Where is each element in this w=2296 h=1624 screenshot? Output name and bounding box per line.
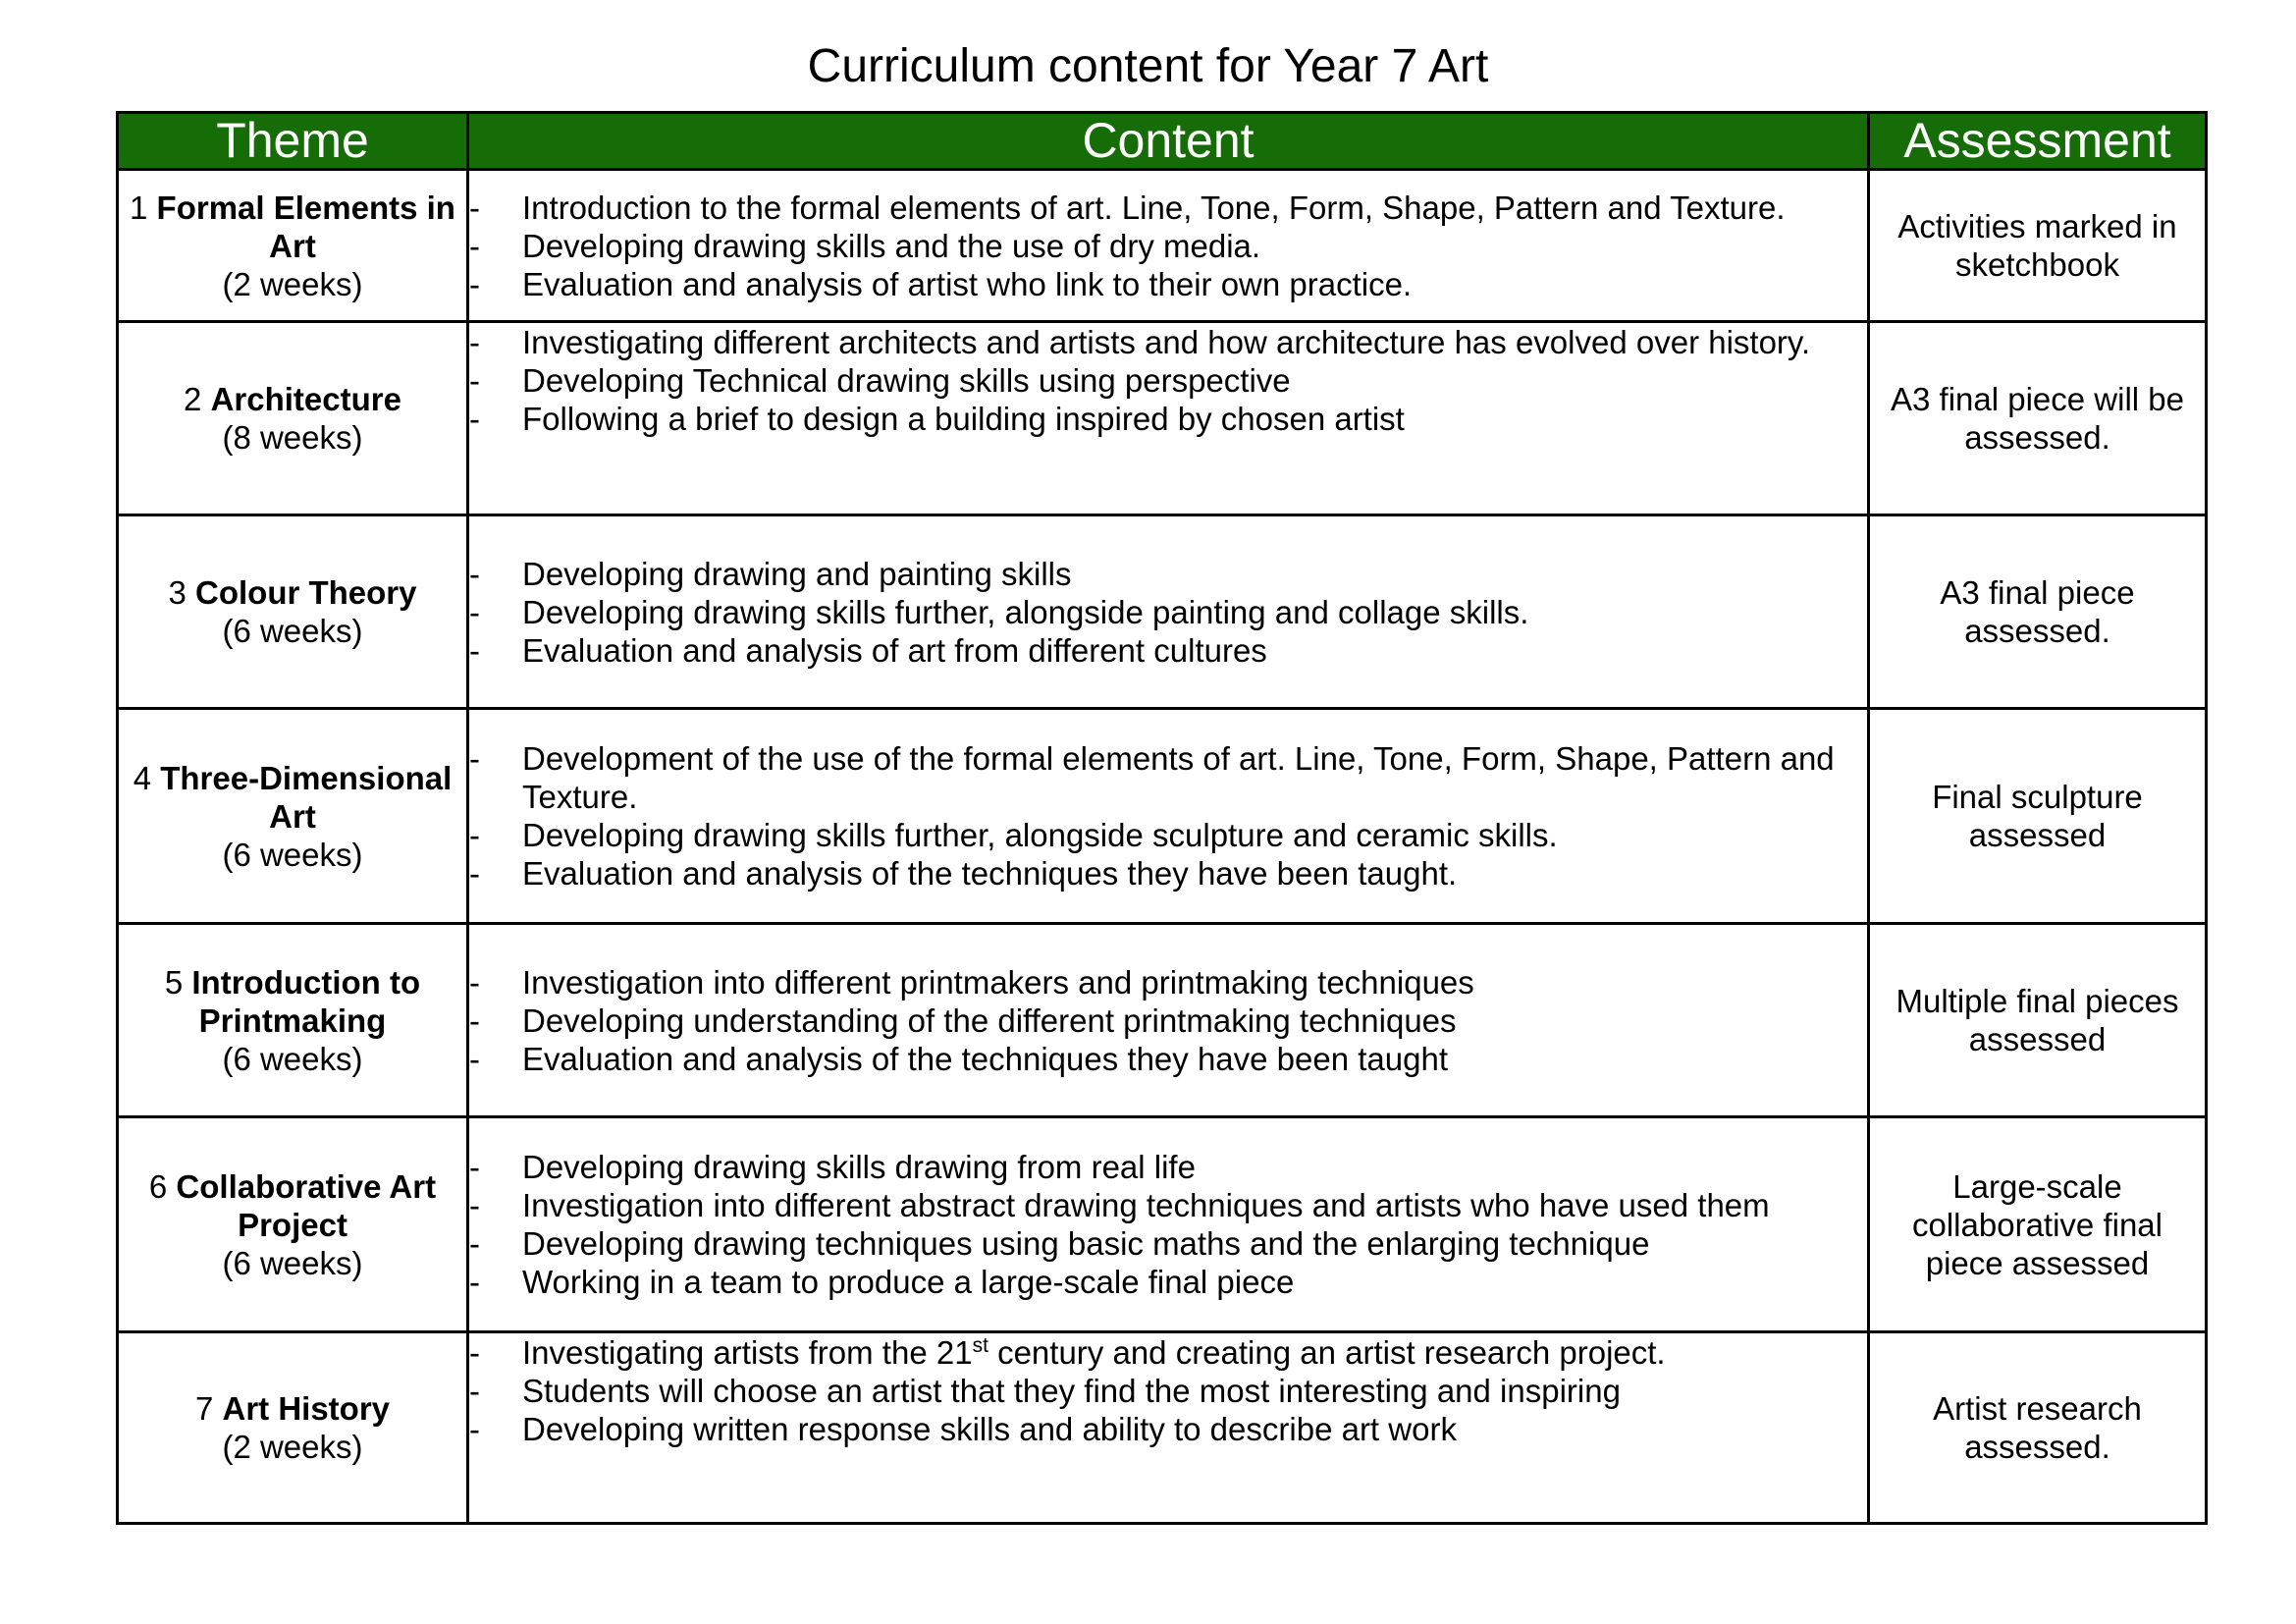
- list-item: - Development of the use of the formal elements of art. Line, Tone, Form, Shape, Pattern and Texture.: [469, 740, 1835, 815]
- theme-duration: (6 weeks): [222, 1244, 363, 1281]
- list-item-text: Developing Technical drawing skills using perspective: [522, 362, 1291, 399]
- theme-name: Colour Theory: [195, 574, 417, 611]
- theme-number: 1: [130, 189, 157, 226]
- theme-number: 3: [168, 574, 195, 611]
- table-row: [118, 924, 2207, 1117]
- table-row: [118, 1332, 2207, 1524]
- list-item-text: Evaluation and analysis of art from different cultures: [522, 631, 1267, 669]
- list-item-text: Developing drawing skills drawing from real life: [522, 1149, 1196, 1185]
- list-item: - Evaluation and analysis of the techniques they have been taught.: [469, 855, 1458, 892]
- list-item: - Investigating artists from the 21st century and creating an artist research project.: [469, 1334, 1666, 1371]
- list-item-text: Evaluation and analysis of the techniques they have been taught.: [522, 855, 1458, 892]
- content-cell: [468, 170, 1869, 322]
- assessment-cell: Multiple final pieces assessed: [1869, 924, 2207, 1117]
- list-item: - Investigation into different abstract drawing techniques and artists who have used them: [469, 1187, 1770, 1223]
- theme-duration: (8 weeks): [222, 419, 363, 456]
- table-row: [118, 709, 2207, 924]
- theme-duration: (6 weeks): [222, 1040, 363, 1077]
- theme-cell: [118, 515, 468, 709]
- content-list: [469, 1333, 1867, 1448]
- theme-name: Formal Elements in Art: [156, 189, 455, 264]
- list-item-text: Developing drawing skills and the use of dry media.: [522, 227, 1261, 264]
- curriculum-table: [116, 111, 2208, 1525]
- theme-duration: (6 weeks): [222, 613, 363, 649]
- list-item: - Developing drawing techniques using basic maths and the enlarging technique: [469, 1225, 1650, 1262]
- list-item: - Developing drawing skills drawing from real life: [469, 1149, 1196, 1185]
- content-cell: [468, 322, 1869, 515]
- list-item-text: Developing drawing skills further, alongside painting and collage skills.: [522, 593, 1529, 630]
- content-cell: [468, 515, 1869, 709]
- content-cell: [468, 709, 1869, 924]
- theme-number: 4: [133, 759, 161, 796]
- theme-number: 5: [164, 963, 192, 1001]
- assessment-cell: A3 final piece will be assessed.: [1869, 322, 2207, 515]
- list-item: - Evaluation and analysis of the techniques they have been taught: [469, 1040, 1449, 1077]
- list-item: - Following a brief to design a building inspired by chosen artist: [469, 401, 1405, 437]
- list-item-text: Investigation into different abstract drawing techniques and artists who have used them: [522, 1187, 1770, 1223]
- list-item: - Evaluation and analysis of artist who link to their own practice.: [469, 265, 1413, 302]
- list-item-text: Working in a team to produce a large-scale final piece: [522, 1264, 1295, 1300]
- theme-name: Three-Dimensional Art: [160, 759, 453, 835]
- list-item-text: Investigation into different printmakers and printmaking techniques: [522, 963, 1474, 1001]
- list-item: - Developing Technical drawing skills using perspective: [469, 362, 1291, 399]
- theme-cell: [118, 924, 468, 1117]
- list-item-text: Evaluation and analysis of artist who link to their own practice.: [522, 265, 1413, 302]
- list-item: - Students will choose an artist that they find the most interesting and inspiring: [469, 1373, 1621, 1409]
- assessment-cell: Artist research assessed.: [1869, 1332, 2207, 1524]
- assessment-cell: Activities marked in sketchbook: [1869, 170, 2207, 322]
- list-item: - Developing drawing skills further, alongside sculpture and ceramic skills.: [469, 817, 1558, 853]
- content-cell: [468, 924, 1869, 1117]
- table-row: [118, 515, 2207, 709]
- list-item: - Developing understanding of the different printmaking techniques: [469, 1001, 1457, 1039]
- theme-duration: (6 weeks): [222, 836, 363, 873]
- list-item-text: Investigating different architects and artists and how architecture has evolved over history.: [522, 324, 1811, 360]
- assessment-cell: Final sculpture assessed: [1869, 709, 2207, 924]
- theme-cell: [118, 322, 468, 515]
- header-theme: Theme: [118, 113, 468, 170]
- assessment-cell: Large-scale collaborative final piece assessed: [1869, 1117, 2207, 1332]
- theme-name: Architecture: [210, 381, 401, 417]
- content-list: [469, 739, 1867, 893]
- theme-name: Collaborative Art Project: [176, 1167, 437, 1243]
- page-title: Curriculum content for Year 7 Art: [807, 40, 1489, 92]
- content-cell: [468, 1332, 1869, 1524]
- header-assessment: Assessment: [1869, 113, 2207, 170]
- list-item: - Investigating different architects and artists and how architecture has evolved over history.: [469, 324, 1811, 360]
- list-item-text: Developing understanding of the different printmaking techniques: [522, 1001, 1457, 1039]
- theme-cell: [118, 709, 468, 924]
- theme-number: 2: [184, 381, 211, 417]
- list-item-text: Developing drawing techniques using basic maths and the enlarging technique: [522, 1225, 1650, 1262]
- list-item: - Working in a team to produce a large-scale final piece: [469, 1264, 1295, 1300]
- content-list: [469, 323, 1867, 438]
- content-list: [469, 555, 1867, 670]
- theme-duration: (2 weeks): [222, 1429, 363, 1465]
- list-item: - Developing drawing skills further, alongside painting and collage skills.: [469, 593, 1529, 630]
- list-item: - Investigation into different printmakers and printmaking techniques: [469, 963, 1474, 1001]
- theme-cell: [118, 1117, 468, 1332]
- list-item-text: Development of the use of the formal elements of art. Line, Tone, Form, Shape, Pattern and Texture.: [522, 740, 1835, 815]
- assessment-cell: A3 final piece assessed.: [1869, 515, 2207, 709]
- content-list: [469, 963, 1867, 1078]
- list-item-text: Students will choose an artist that they find the most interesting and inspiring: [522, 1373, 1621, 1409]
- content-list: [469, 189, 1867, 303]
- theme-number: 7: [194, 1390, 223, 1427]
- table-row: [118, 170, 2207, 322]
- list-item: - Developing written response skills and ability to describe art work: [469, 1411, 1457, 1447]
- list-item-text: Evaluation and analysis of the techniques they have been taught: [522, 1040, 1449, 1077]
- theme-name: Art History: [222, 1390, 391, 1427]
- list-item-text: Following a brief to design a building inspired by chosen artist: [522, 401, 1405, 437]
- list-item: - Introduction to the formal elements of art. Line, Tone, Form, Shape, Pattern and Texture.: [469, 189, 1786, 226]
- table-header-row: [118, 113, 2207, 170]
- list-item-text: Introduction to the formal elements of art. Line, Tone, Form, Shape, Pattern and Texture.: [522, 189, 1786, 226]
- theme-cell: [118, 170, 468, 322]
- theme-name: Introduction to Printmaking: [191, 963, 421, 1039]
- list-item: - Developing drawing skills and the use of dry media.: [469, 227, 1261, 264]
- list-item-text: Developing drawing and painting skills: [522, 555, 1072, 592]
- content-cell: [468, 1117, 1869, 1332]
- table-row: [118, 1117, 2207, 1332]
- theme-duration: (2 weeks): [222, 265, 363, 302]
- list-item: - Developing drawing and painting skills: [469, 555, 1072, 592]
- list-item: - Evaluation and analysis of art from different cultures: [469, 631, 1267, 669]
- list-item-text: Developing written response skills and ability to describe art work: [522, 1411, 1457, 1447]
- header-content: Content: [468, 113, 1869, 170]
- list-item-text: Developing drawing skills further, alongside sculpture and ceramic skills.: [522, 817, 1558, 853]
- table-row: [118, 322, 2207, 515]
- theme-cell: [118, 1332, 468, 1524]
- theme-number: 6: [148, 1167, 177, 1205]
- content-list: [469, 1148, 1867, 1301]
- list-item-text: Investigating artists from the 21st century and creating an artist research project.: [522, 1334, 1666, 1371]
